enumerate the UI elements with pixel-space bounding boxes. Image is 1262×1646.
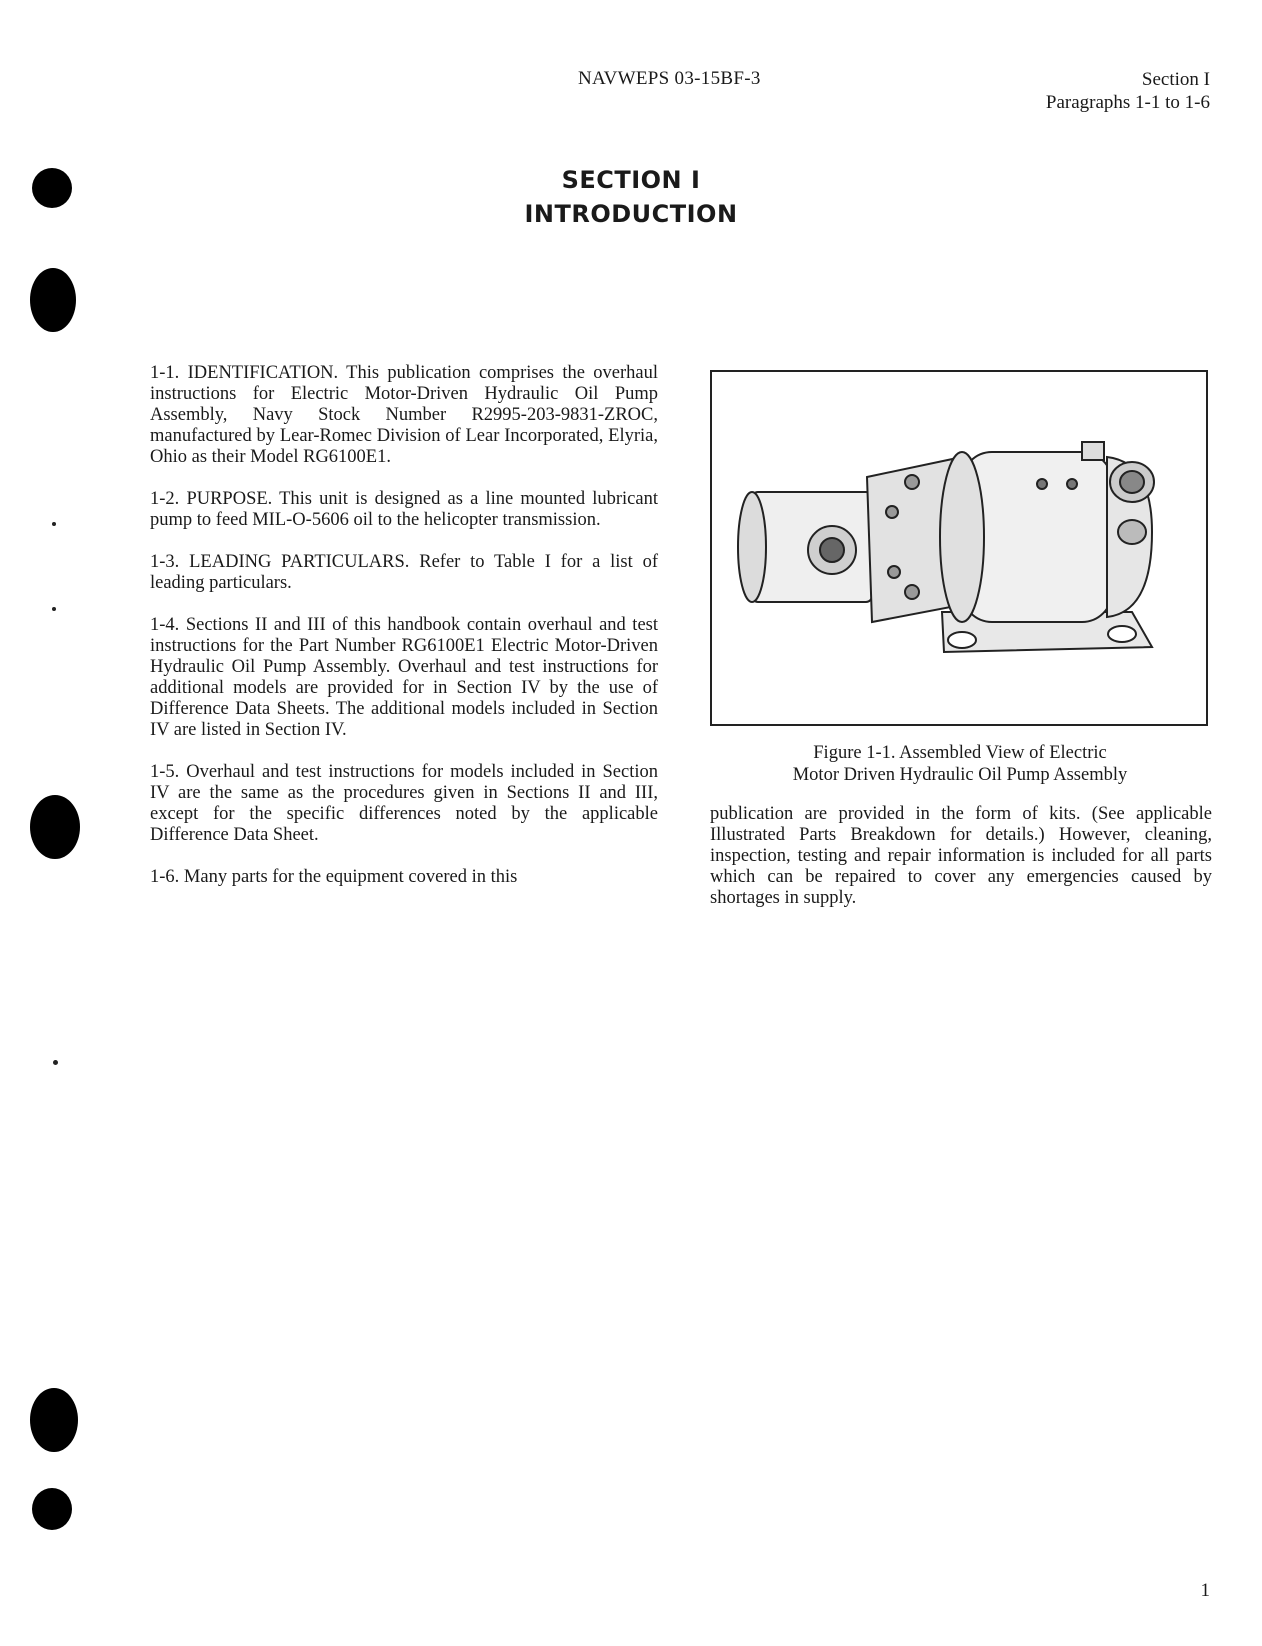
binder-hole [30,1388,78,1452]
margin-dot [53,1060,58,1065]
figure-frame [710,370,1208,726]
paragraph-1-6-continued: publication are provided in the form of kits. (See applicable Illustrated Parts Breakdown for details.) However, cleaning, inspection, testing and repair information is included for all parts which can be repaired to cover any emergencies caused by shortages in supply. [710,804,1212,908]
left-column [150,363,658,909]
paragraph-1-5: 1-5. Overhaul and test instructions for models included in Section IV are the same as the procedures given in Sections II and III, except for the specific differences noted by the applicable Difference Data Sheet. [150,762,658,845]
margin-dot [52,522,56,526]
caption-line-1: Figure 1-1. Assembled View of Electric [813,743,1107,763]
section-reference [1046,68,1210,114]
right-column [710,804,1212,930]
binder-hole [32,1488,72,1530]
paragraph-1-6: 1-6. Many parts for the equipment covered in this [150,867,518,887]
section-heading: SECTION I [561,166,701,194]
pump-assembly-illustration [712,372,1206,724]
margin-dot [52,607,56,611]
paragraph-1-2: 1-2. PURPOSE. This unit is designed as a line mounted lubricant pump to feed MIL-O-5606 oil to the helicopter transmission. [150,489,658,530]
paragraph-1-4: 1-4. Sections II and III of this handbook contain overhaul and test instructions for the Part Number RG6100E1 Electric Motor-Driven Hydraulic Oil Pump Assembly. Overhaul and test instructions for additional models are provided for in Section IV by the use of Difference Data Sheets. The additional models included in Section IV are listed in Section IV. [150,615,658,740]
caption-line-2: Motor Driven Hydraulic Oil Pump Assembly [792,765,1128,785]
section-label: Section I [1141,69,1210,90]
paragraph-1-1: 1-1. IDENTIFICATION. This publication comprises the overhaul instructions for Electric Motor-Driven Hydraulic Oil Pump Assembly, Navy Stock Number R2995-203-9831-ZROC, manufactured by Lear-Romec Division of Lear Incorporated, Elyria, Ohio as their Model RG6100E1. [150,363,658,467]
publication-number: NAVWEPS 03-15BF-3 [578,68,761,89]
paragraph-1-3: 1-3. LEADING PARTICULARS. Refer to Table I for a list of leading particulars. [150,552,658,593]
section-subheading: INTRODUCTION [524,200,738,228]
binder-hole [30,268,76,332]
figure-caption [700,742,1220,786]
page-number: 1 [1200,1580,1210,1601]
paragraphs-range: Paragraphs 1-1 to 1-6 [1045,92,1210,113]
binder-hole [30,795,80,859]
